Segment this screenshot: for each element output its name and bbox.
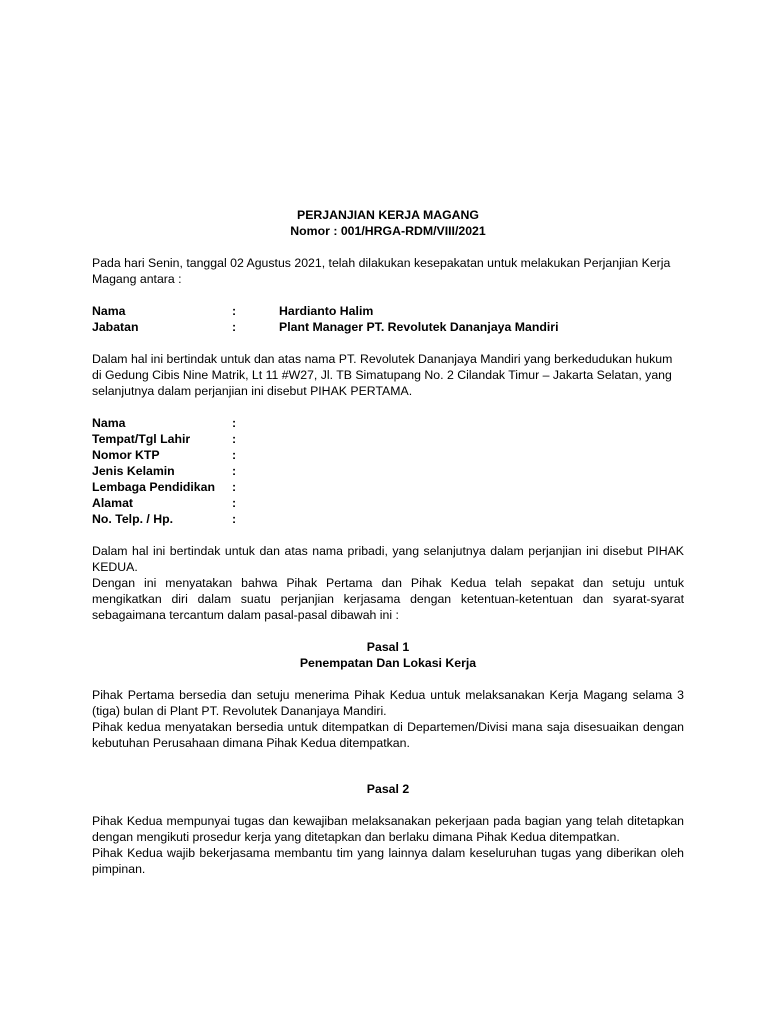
first-party-statement: Dalam hal ini bertindak untuk dan atas nama PT. Revolutek Dananjaya Mandiri yang berkedudukan hukum di Gedung Cibis Nine Matrik, Lt 11 #W27, Jl. TB Simatupang No. 2 Cilandak Timur – Jakarta Selatan, yang selanjutnya dalam perjanjian ini disebut PIHAK PERTAMA. [92, 352, 673, 398]
field-colon: : [232, 448, 237, 462]
second-party-row-jenis-kelamin [92, 463, 684, 479]
pasal-1-paragraph-2: Pihak kedua menyatakan bersedia untuk ditempatkan di Departemen/Divisi mana saja disesuaikan dengan kebutuhan Perusahaan dimana Pihak Kedua ditempatkan. [92, 720, 684, 750]
pasal-1-paragraph-1: Pihak Pertama bersedia dan setuju menerima Pihak Kedua untuk melaksanakan Kerja Magang selama 3 (tiga) bulan di Plant PT. Revolutek Dananjaya Mandiri. [92, 688, 684, 718]
field-colon: : [232, 464, 237, 478]
field-value: Hardianto Halim [279, 304, 374, 318]
second-party-row-nomor-ktp [92, 447, 684, 463]
first-party-row-jabatan [92, 319, 684, 335]
agreement-paragraph: Dengan ini menyatakan bahwa Pihak Pertama dan Pihak Kedua telah sepakat dan setuju untuk mengikatkan diri dalam suatu perjanjian kerjasama dengan ketentuan-ketentuan dan syarat-syarat sebagaimana tercantum dalam pasal-pasal dibawah ini : [92, 576, 684, 622]
second-party-row-lembaga-pendidikan [92, 479, 684, 495]
second-party-row-nama [92, 415, 684, 431]
second-party-row-no-telp [92, 511, 684, 527]
pasal-2-paragraph-1: Pihak Kedua mempunyai tugas dan kewajiban melaksanakan pekerjaan pada bagian yang telah ditetapkan dengan mengikuti prosedur kerja yang ditetapkan dan berlaku dimana Pihak Kedua ditempatkan. [92, 814, 684, 844]
first-party-table [92, 303, 684, 335]
field-label: No. Telp. / Hp. [92, 512, 174, 526]
document-title: PERJANJIAN KERJA MAGANG [297, 208, 479, 222]
field-colon: : [232, 512, 237, 526]
field-colon: : [232, 416, 237, 430]
field-label: Alamat [92, 496, 134, 510]
field-colon: : [232, 304, 237, 318]
field-colon: : [232, 432, 237, 446]
second-party-row-alamat [92, 495, 684, 511]
field-value: Plant Manager PT. Revolutek Dananjaya Mandiri [279, 320, 559, 334]
field-label: Tempat/Tgl Lahir [92, 432, 191, 446]
pasal-1-subheading: Penempatan Dan Lokasi Kerja [299, 656, 477, 670]
second-party-row-tempat-tgl-lahir [92, 431, 684, 447]
second-party-table [92, 415, 684, 527]
field-label: Lembaga Pendidikan [92, 480, 215, 494]
field-colon: : [232, 480, 237, 494]
field-label: Nama [92, 416, 126, 430]
pasal-2-heading: Pasal 2 [366, 782, 410, 796]
document-number: Nomor : 001/HRGA-RDM/VIII/2021 [290, 224, 486, 238]
field-colon: : [232, 320, 237, 334]
field-label: Nomor KTP [92, 448, 160, 462]
first-party-row-nama [92, 303, 684, 319]
document-body [92, 207, 684, 877]
pasal-2-paragraph-2: Pihak Kedua wajib bekerjasama membantu tim yang lainnya dalam keseluruhan tugas yang diberikan oleh pimpinan. [92, 846, 684, 876]
opening-paragraph: Pada hari Senin, tanggal 02 Agustus 2021, telah dilakukan kesepakatan untuk melakukan Perjanjian Kerja Magang antara : [92, 256, 671, 286]
pasal-1-heading: Pasal 1 [366, 640, 410, 654]
field-label: Nama [92, 304, 126, 318]
field-colon: : [232, 496, 237, 510]
second-party-statement: Dalam hal ini bertindak untuk dan atas nama pribadi, yang selanjutnya dalam perjanjian ini disebut PIHAK KEDUA. [92, 544, 684, 574]
field-label: Jabatan [92, 320, 139, 334]
field-label: Jenis Kelamin [92, 464, 175, 478]
